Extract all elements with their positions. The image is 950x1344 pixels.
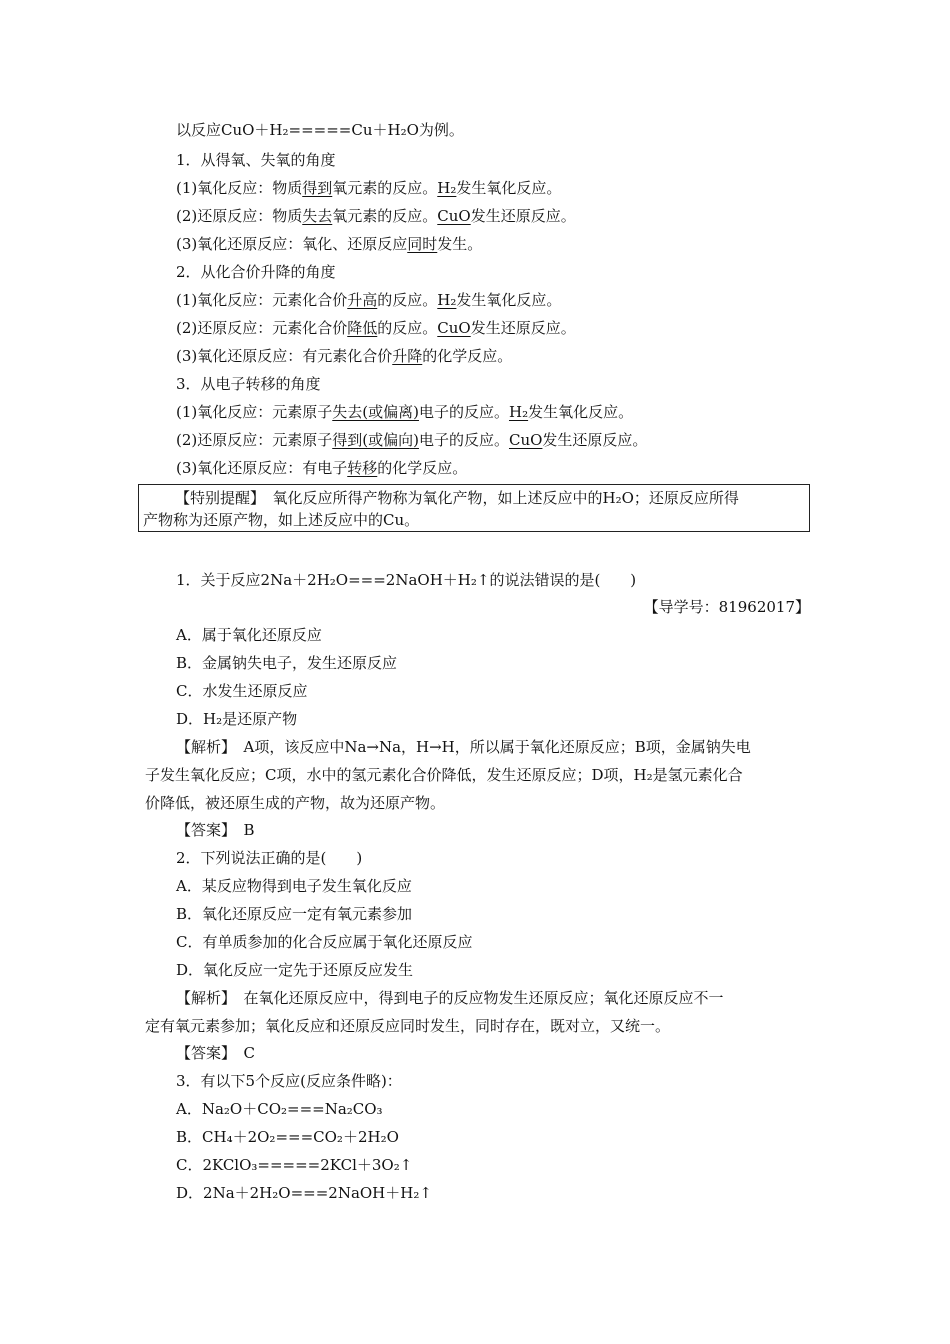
question-3-stem: 3．有以下5个反应(反应条件略)： xyxy=(176,1072,402,1090)
section-2-line-1 xyxy=(176,290,561,310)
question-1-analysis-line-3: 价降低，被还原生成的产物，故为还原产物。 xyxy=(145,794,446,812)
underlined-answer: 得到 xyxy=(302,179,333,197)
underlined-answer: 得到(或偏向) xyxy=(332,431,419,449)
question-2-option-b: B．氧化还原反应一定有氧元素参加 xyxy=(176,905,413,923)
special-reminder-line-2: 产物称为还原产物，如上述反应中的Cu。 xyxy=(143,511,420,529)
question-1-option-d: D．H₂是还原产物 xyxy=(176,710,298,728)
text: (3)氧化还原反应：有电子 xyxy=(176,459,348,477)
text: (1)氧化反应：元素化合价 xyxy=(176,291,348,309)
question-1-answer: 【答案】 B xyxy=(176,821,255,839)
question-1-analysis-line-1: 【解析】 A项，该反应中Na→Na，H→H，所以属于氧化还原反应；B项，金属钠失电 xyxy=(176,738,751,756)
underlined-answer: 升高 xyxy=(347,291,378,309)
section-2-heading: 2．从化合价升降的角度 xyxy=(176,263,336,281)
question-1-analysis-line-2: 子发生氧化反应；C项，水中的氢元素化合价降低，发生还原反应；D项，H₂是氢元素化合 xyxy=(145,766,743,784)
text: (1)氧化反应：元素原子 xyxy=(176,403,333,421)
text: 发生氧化反应。 xyxy=(456,179,562,197)
underlined-answer: 升降 xyxy=(392,347,423,365)
question-2-option-d: D．氧化反应一定先于还原反应发生 xyxy=(176,961,414,979)
special-reminder-line-1: 【特别提醒】 氧化反应所得产物称为氧化产物，如上述反应中的H₂O；还原反应所得 xyxy=(175,489,739,507)
question-1-option-a: A．属于氧化还原反应 xyxy=(176,626,322,644)
section-1-line-3 xyxy=(176,234,482,254)
underlined-answer: 失去(或偏离) xyxy=(332,403,419,421)
section-2-line-2 xyxy=(176,318,576,338)
underlined-answer: CuO xyxy=(437,319,471,337)
text: 电子的反应。 xyxy=(418,431,509,449)
section-2-line-3 xyxy=(176,346,512,366)
question-2-option-c: C．有单质参加的化合反应属于氧化还原反应 xyxy=(176,933,473,951)
question-1-stem: 1．关于反应2Na＋2H₂O===2NaOH＋H₂↑的说法错误的是( ) xyxy=(176,571,637,589)
text: (2)还原反应：元素原子 xyxy=(176,431,333,449)
question-1-option-b: B．金属钠失电子，发生还原反应 xyxy=(176,654,398,672)
text: 的反应。 xyxy=(377,291,438,309)
text: 的化学反应。 xyxy=(422,347,513,365)
underlined-answer: H₂ xyxy=(508,403,529,421)
section-1-line-2 xyxy=(176,206,576,226)
question-1-option-c: C．水发生还原反应 xyxy=(176,682,308,700)
text: 发生还原反应。 xyxy=(470,207,576,225)
underlined-answer: 降低 xyxy=(347,319,378,337)
underlined-answer: CuO xyxy=(508,431,543,449)
section-3-line-3 xyxy=(176,458,467,478)
question-3-option-a: A．Na₂O＋CO₂===Na₂CO₃ xyxy=(176,1100,383,1118)
text: 氧元素的反应。 xyxy=(332,207,438,225)
question-2-analysis-line-1: 【解析】 在氧化还原反应中，得到电子的反应物发生还原反应；氧化还原反应不一 xyxy=(176,989,724,1007)
text: (1)氧化反应：物质 xyxy=(176,179,303,197)
question-2-answer: 【答案】 C xyxy=(176,1044,255,1062)
text: (3)氧化还原反应：有元素化合价 xyxy=(176,347,393,365)
text: 的反应。 xyxy=(377,319,438,337)
question-2-stem: 2．下列说法正确的是( ) xyxy=(176,849,363,867)
text: (3)氧化还原反应：氧化、还原反应 xyxy=(176,235,408,253)
underlined-answer: 失去 xyxy=(302,207,333,225)
underlined-answer: CuO xyxy=(437,207,471,225)
section-3-line-2 xyxy=(176,430,647,450)
text: (2)还原反应：物质 xyxy=(176,207,303,225)
guide-number: 【导学号：81962017】 xyxy=(643,598,810,616)
text: 的化学反应。 xyxy=(377,459,468,477)
text: 发生。 xyxy=(437,235,483,253)
question-3-option-d: D．2Na＋2H₂O===2NaOH＋H₂↑ xyxy=(176,1184,432,1202)
underlined-answer: 同时 xyxy=(407,235,438,253)
question-3-option-b: B．CH₄＋2O₂===CO₂＋2H₂O xyxy=(176,1128,399,1146)
text: 发生氧化反应。 xyxy=(456,291,562,309)
text: 发生还原反应。 xyxy=(542,431,648,449)
section-1-line-1 xyxy=(176,178,561,198)
special-reminder-box xyxy=(138,484,810,532)
text: 电子的反应。 xyxy=(418,403,509,421)
section-3-line-1 xyxy=(176,402,633,422)
question-2-analysis-line-2: 定有氧元素参加；氧化反应和还原反应同时发生，同时存在，既对立，又统一。 xyxy=(145,1017,671,1035)
text: 氧元素的反应。 xyxy=(332,179,438,197)
underlined-answer: 转移 xyxy=(347,459,378,477)
intro-line: 以反应CuO＋H₂=====Cu＋H₂O为例。 xyxy=(176,121,464,139)
text: 发生氧化反应。 xyxy=(528,403,634,421)
underlined-answer: H₂ xyxy=(437,291,457,309)
section-3-heading: 3．从电子转移的角度 xyxy=(176,375,321,393)
question-3-option-c: C．2KClO₃=====2KCl＋3O₂↑ xyxy=(176,1156,413,1174)
section-1-heading: 1．从得氧、失氧的角度 xyxy=(176,151,336,169)
question-2-option-a: A．某反应物得到电子发生氧化反应 xyxy=(176,877,412,895)
underlined-answer: H₂ xyxy=(437,179,457,197)
text: (2)还原反应：元素化合价 xyxy=(176,319,348,337)
text: 发生还原反应。 xyxy=(470,319,576,337)
